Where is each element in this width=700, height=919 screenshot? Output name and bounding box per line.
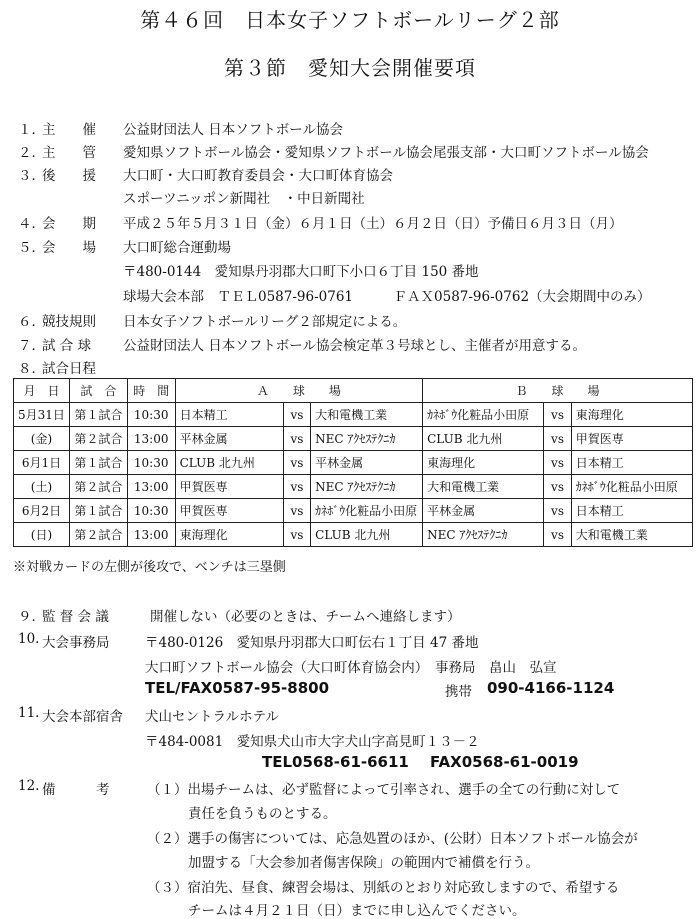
header-field-b: Ｂ 球 場 (423, 379, 693, 403)
header-field-a: Ａ 球 場 (175, 379, 423, 403)
table-row: 5月31日 第１試合 10:30 日本精工 vs 大和電機工業 ｶﾈﾎﾞｳ化粧品小田原 vs 東海理化 (14, 403, 693, 427)
document-subtitle: 第３節 愛知大会開催要項 (224, 56, 476, 80)
document-title: 第４６回 日本女子ソフトボールリーグ２部 (140, 8, 560, 32)
schedule-note: ※対戦カードの左側が後攻で、ベンチは三塁側 (13, 560, 286, 575)
table-row: 6月1日 第１試合 10:30 CLUB 北九州 vs 平林金属 東海理化 vs 日本精工 (14, 451, 693, 475)
header-game: 試 合 (69, 379, 127, 403)
table-row: 6月2日 第１試合 10:30 甲賀医専 vs ｶﾈﾎﾞｳ化粧品小田原 平林金属 vs 日本精工 (14, 499, 693, 523)
table-row: (土) 第２試合 13:00 甲賀医専 vs NEC ｱｸｾｽﾃｸﾆｶ 大和電機工業 vs ｶﾈﾎﾞｳ化粧品小田原 (14, 475, 693, 499)
table-row: (金) 第２試合 13:00 平林金属 vs NEC ｱｸｾｽﾃｸﾆｶ CLUB 北九州 vs 甲賀医専 (14, 427, 693, 451)
table-row: (日) 第２試合 13:00 東海理化 vs CLUB 北九州 NEC ｱｸｾｽﾃｸﾆｶ vs 大和電機工業 (14, 523, 693, 547)
schedule-table (13, 378, 693, 547)
header-date: 月 日 (14, 379, 70, 403)
header-time: 時 間 (127, 379, 175, 403)
schedule-header-row (14, 379, 693, 403)
